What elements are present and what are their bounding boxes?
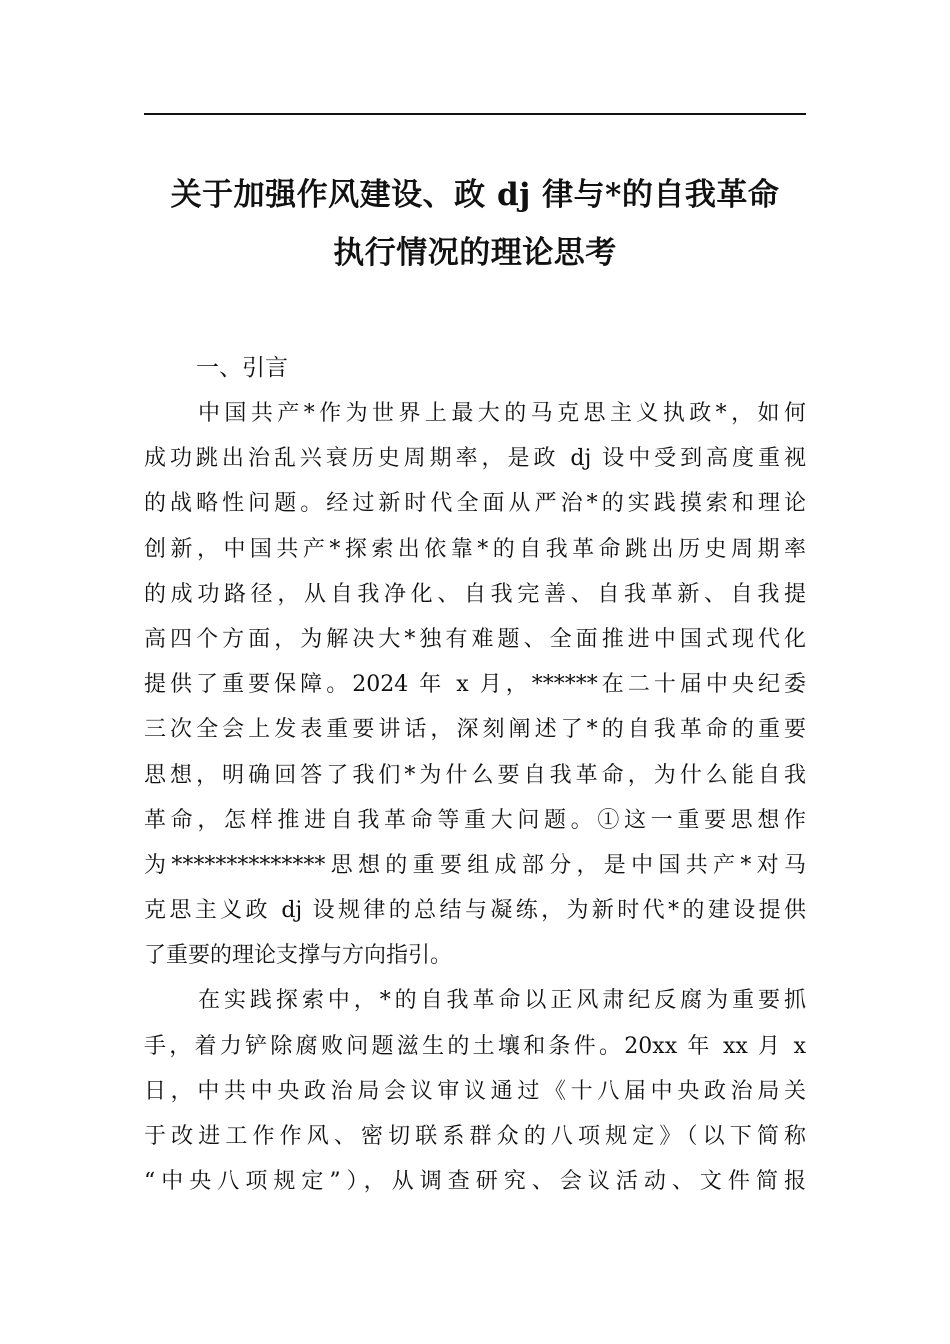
title-line-2: 执行情况的理论思考 bbox=[333, 235, 617, 271]
paragraph-line: 高四个方面，为解决大*独有难题、全面推进中国式现代化 bbox=[144, 626, 806, 652]
paragraph-2 bbox=[144, 978, 806, 1204]
paragraph-line: 为**************思想的重要组成部分，是中国共产*对马 bbox=[144, 852, 806, 878]
paragraph-line: 克思主义政 dj 设规律的总结与凝练，为新时代*的建设提供 bbox=[144, 898, 806, 924]
paragraph-line: 于改进工作作风、密切联系群众的八项规定》（以下简称 bbox=[144, 1124, 806, 1149]
paragraph-line: 中国共产*作为世界上最大的马克思主义执政*，如何 bbox=[198, 401, 806, 426]
header-rule bbox=[144, 113, 806, 115]
paragraph-line: 的成功路径，从自我净化、自我完善、自我革新、自我提 bbox=[144, 581, 806, 607]
document-body bbox=[144, 346, 806, 1204]
paragraph-line: 在实践探索中，*的自我革命以正风肃纪反腐为重要抓 bbox=[198, 988, 806, 1014]
paragraph-line: 提供了重要保障。2024 年 x 月，******在二十届中央纪委 bbox=[144, 672, 806, 698]
section-heading: 一、引言 bbox=[196, 355, 288, 381]
paragraph-line: “中央八项规定”），从调查研究、会议活动、文件简报 bbox=[144, 1169, 806, 1195]
paragraph-line: 革命，怎样推进自我革命等重大问题。①这一重要思想作 bbox=[144, 807, 806, 833]
title-line-1: 关于加强作风建设、政 dj 律与*的自我革命 bbox=[170, 177, 780, 213]
paragraph-line: 了重要的理论支撑与方向指引。 bbox=[144, 943, 453, 969]
paragraph-line: 日，中共中央政治局会议审议通过《十八届中央政治局关 bbox=[144, 1078, 806, 1104]
document-title bbox=[144, 166, 806, 282]
paragraph-line: 创新，中国共产*探索出依靠*的自我革命跳出历史周期率 bbox=[144, 536, 806, 562]
paragraph-line: 成功跳出治乱兴衰历史周期率，是政 dj 设中受到高度重视 bbox=[144, 446, 806, 472]
paragraph-1 bbox=[144, 391, 806, 978]
paragraph-line: 思想，明确回答了我们*为什么要自我革命，为什么能自我 bbox=[144, 762, 806, 788]
paragraph-line: 的战略性问题。经过新时代全面从严治*的实践摸索和理论 bbox=[144, 491, 806, 517]
paragraph-line: 手，着力铲除腐败问题滋生的土壤和条件。20xx 年 xx 月 x bbox=[144, 1033, 806, 1059]
paragraph-line: 三次全会上发表重要讲话，深刻阐述了*的自我革命的重要 bbox=[144, 717, 806, 743]
